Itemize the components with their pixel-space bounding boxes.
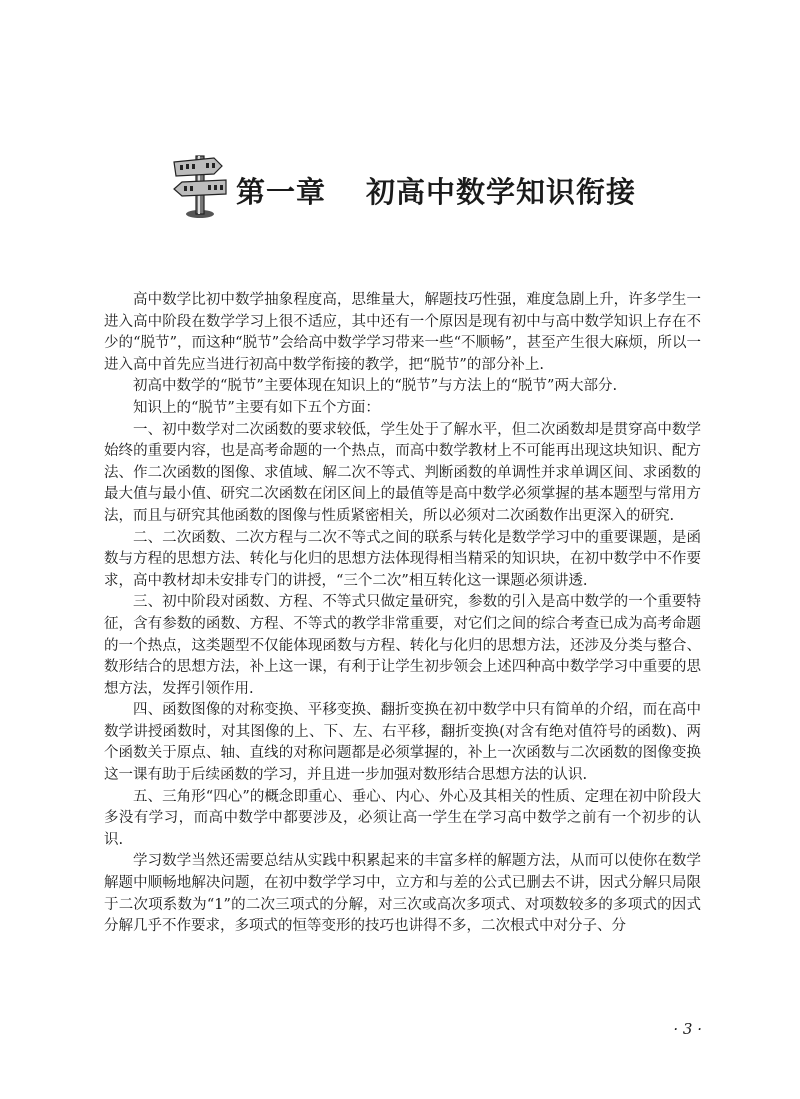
paragraph: 初高中数学的“脱节”主要体现在知识上的“脱节”与方法上的“脱节”两大部分.	[133, 378, 618, 395]
paragraph: 二、二次函数、二次方程与二次不等式之间的联系与转化是数学学习中的重要课题，是函数与方程的思想方法、转化与化归的思想方法体现得相当精采的知识块，在初中数学中不作要求，高中教材却未安排专门的讲授，“三个二次”相互转化这一课题必须讲透.	[104, 529, 701, 589]
paragraph: 五、三角形“四心”的概念即重心、垂心、内心、外心及其相关的性质、定理在初中阶段大多没有学习，而高中数学中都要涉及，必须让高一学生在学习高中数学之前有一个初步的认识.	[104, 788, 701, 848]
paragraph: 知识上的“脱节”主要有如下五个方面：	[133, 399, 380, 416]
page-title	[236, 170, 636, 211]
body-text	[104, 290, 701, 938]
paragraph: 三、初中阶段对函数、方程、不等式只做定量研究，参数的引入是高中数学的一个重要特征，含有参数的函数、方程、不等式的教学非常重要，对它们之间的综合考查已成为高考命题的一个热点，这类题型不仅能体现函数与方程、转化与化归的思想方法，还涉及分类与整合、数形结合的思想方法，补上这一课，有利于让学生初步领会上述四种高中数学学习中重要的思想方法，发挥引领作用.	[104, 594, 701, 697]
chapter-header	[0, 150, 800, 220]
signpost-icon	[170, 150, 234, 220]
chapter-label: 第一章	[236, 175, 327, 209]
chapter-title-text: 初高中数学知识衔接	[366, 175, 637, 209]
paragraph: 一、初中数学对二次函数的要求较低，学生处于了解水平，但二次函数却是贯穿高中数学始终的重要内容，也是高考命题的一个热点，而高中数学教材上不可能再出现这块知识、配方法、作二次函数的图像、求值域、解二次不等式、判断函数的单调性并求单调区间、求函数的最大值与最小值、研究二次函数在闭区间上的最值等是高中数学必须掌握的基本题型与常用方法，而且与研究其他函数的图像与性质紧密相关，所以必须对二次函数作出更深入的研究.	[104, 421, 701, 524]
paragraph: 学习数学当然还需要总结从实践中积累起来的丰富多样的解题方法，从而可以使你在数学解题中顺畅地解决问题，在初中数学学习中，立方和与差的公式已删去不讲，因式分解只局限于二次项系数为“1”的二次三项式的分解，对三次或高次多项式、对项数较多的多项式的因式分解几乎不作要求，多项式的恒等变形的技巧也讲得不多，二次根式中对分子、分	[104, 853, 701, 935]
paragraph: 四、函数图像的对称变换、平移变换、翻折变换在初中数学中只有简单的介绍，而在高中数学讲授函数时，对其图像的上、下、左、右平移，翻折变换(对含有绝对值符号的函数)、两个函数关于原点、轴、直线的对称问题都是必须掌握的，补上一次函数与二次函数的图像变换这一课有助于后续函数的学习，并且进一步加强对数形结合思想方法的认识.	[104, 702, 701, 784]
paragraph: 高中数学比初中数学抽象程度高，思维量大，解题技巧性强，难度急剧上升，许多学生一进入高中阶段在数学学习上很不适应，其中还有一个原因是现有初中与高中数学知识上存在不少的“脱节”，而这种“脱节”会给高中数学学习带来一些“不顺畅”，甚至产生很大麻烦，所以一进入高中首先应当进行初高中数学衔接的教学，把“脱节”的部分补上.	[104, 292, 701, 373]
page-number: · 3 ·	[673, 1020, 702, 1038]
